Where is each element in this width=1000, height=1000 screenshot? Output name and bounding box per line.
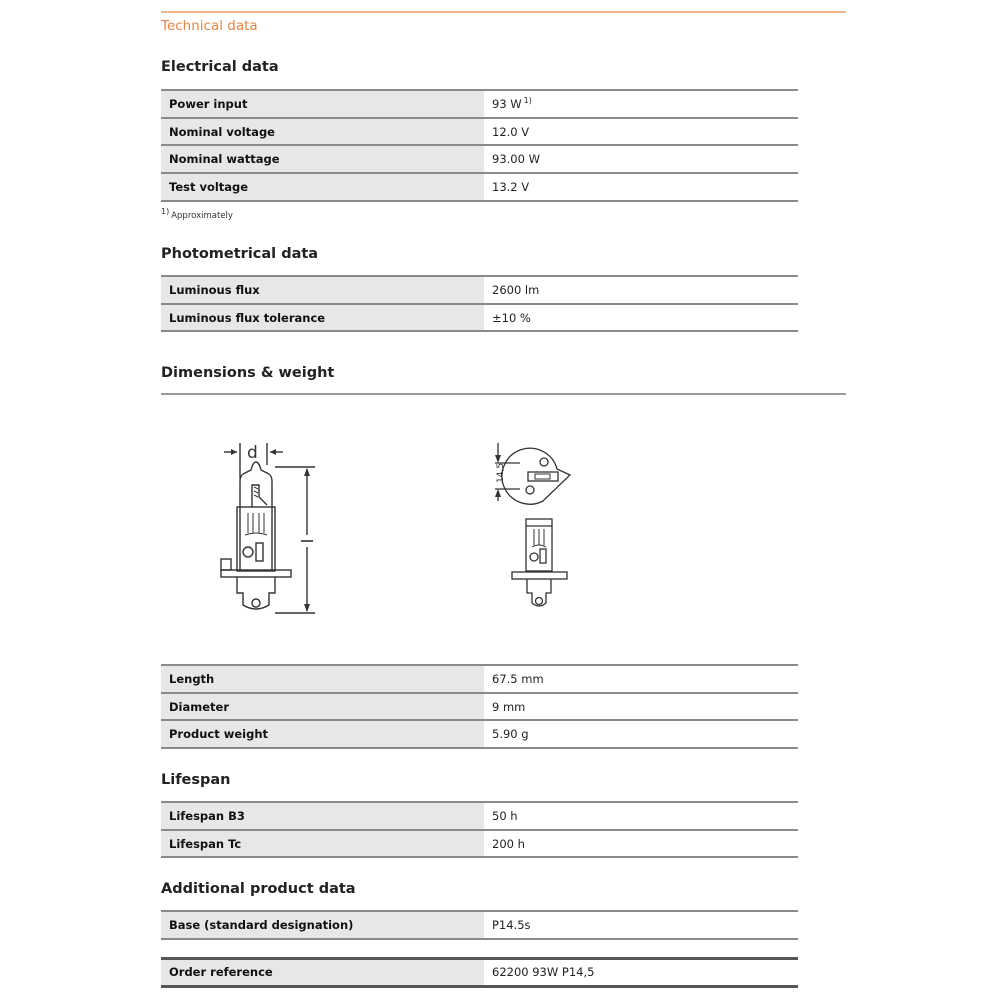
bulb-side-view-diagram xyxy=(215,435,325,620)
row-label: Length xyxy=(161,665,484,693)
section-title-electrical: Electrical data xyxy=(161,59,279,75)
table-row xyxy=(161,276,798,304)
row-value: 200 h xyxy=(484,830,798,858)
section-title-photometrical: Photometrical data xyxy=(161,246,319,262)
additional-data-table xyxy=(161,910,798,940)
row-label: Nominal wattage xyxy=(161,145,484,173)
table-row xyxy=(161,304,798,332)
row-label: Order reference xyxy=(161,959,484,987)
footnote xyxy=(161,207,233,221)
bulb-base-view-diagram xyxy=(490,435,580,620)
footnote-mark: 1) xyxy=(161,207,170,216)
footnote-text: Approximately xyxy=(171,211,233,221)
row-label: Base (standard designation) xyxy=(161,911,484,939)
row-value: ±10 % xyxy=(484,304,798,332)
photometrical-data-table xyxy=(161,275,798,332)
base-dimension-label: 14,5 xyxy=(496,462,506,483)
table-row xyxy=(161,665,798,693)
table-row xyxy=(161,693,798,721)
row-label: Lifespan Tc xyxy=(161,830,484,858)
row-value: 13.2 V xyxy=(484,173,798,201)
table-row xyxy=(161,173,798,201)
row-label: Power input xyxy=(161,90,484,118)
row-value: 50 h xyxy=(484,802,798,830)
electrical-data-table xyxy=(161,89,798,202)
row-value: 67.5 mm xyxy=(484,665,798,693)
power-input-value: 93 W xyxy=(492,97,522,112)
row-label: Nominal voltage xyxy=(161,118,484,146)
row-label: Product weight xyxy=(161,720,484,748)
table-row xyxy=(161,118,798,146)
row-label: Test voltage xyxy=(161,173,484,201)
row-label: Luminous flux tolerance xyxy=(161,304,484,332)
section-divider xyxy=(161,393,846,395)
table-row xyxy=(161,959,798,987)
row-value: 62200 93W P14,5 xyxy=(484,959,798,987)
table-row xyxy=(161,911,798,939)
row-label: Diameter xyxy=(161,693,484,721)
section-title-dimensions: Dimensions & weight xyxy=(161,365,335,381)
row-label: Lifespan B3 xyxy=(161,802,484,830)
order-reference-table xyxy=(161,957,798,988)
table-row xyxy=(161,720,798,748)
footnote-marker: 1) xyxy=(523,96,532,106)
section-title-additional: Additional product data xyxy=(161,881,356,897)
table-row xyxy=(161,802,798,830)
row-value: 12.0 V xyxy=(484,118,798,146)
table-row xyxy=(161,830,798,858)
page-title: Technical data xyxy=(161,18,258,34)
row-label: Luminous flux xyxy=(161,276,484,304)
top-accent-rule xyxy=(161,11,846,13)
row-value: 9 mm xyxy=(484,693,798,721)
row-value: 93.00 W xyxy=(484,145,798,173)
row-value: 5.90 g xyxy=(484,720,798,748)
row-value: P14.5s xyxy=(484,911,798,939)
dimensions-data-table xyxy=(161,664,798,749)
section-title-lifespan: Lifespan xyxy=(161,772,231,788)
row-value xyxy=(484,90,798,118)
table-row xyxy=(161,145,798,173)
lifespan-data-table xyxy=(161,801,798,858)
row-value: 2600 lm xyxy=(484,276,798,304)
diameter-label: d xyxy=(247,443,258,463)
table-row xyxy=(161,90,798,118)
